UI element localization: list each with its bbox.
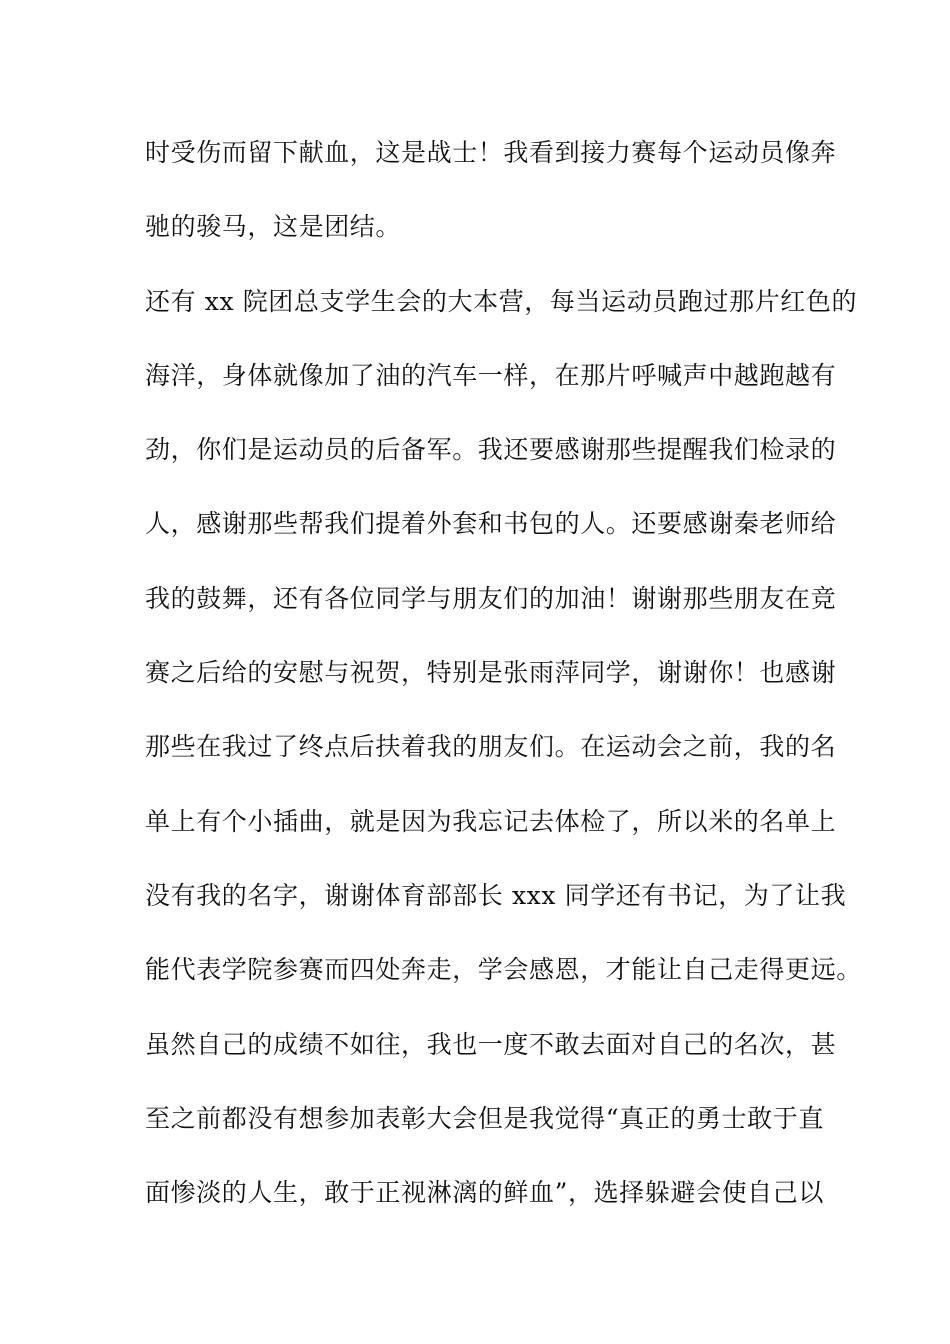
- text-line: 我的鼓舞，还有各位同学与朋友们的加油！谢谢那些朋友在竞: [145, 583, 837, 613]
- text-line: 那些在我过了终点后扶着我的朋友们。在运动会之前，我的名: [145, 732, 837, 762]
- text-line: 单上有个小插曲，就是因为我忘记去体检了，所以米的名单上: [145, 806, 837, 836]
- text-line: 人，感谢那些帮我们提着外套和书包的人。还要感谢秦老师给: [145, 509, 837, 539]
- text-line: 赛之后给的安慰与祝贺，特别是张雨萍同学，谢谢你！也感谢: [145, 658, 837, 688]
- text-line: 虽然自己的成绩不如往，我也一度不敢去面对自己的名次，甚: [145, 1029, 837, 1059]
- text-line: 能代表学院参赛而四处奔走，学会感恩，才能让自己走得更远。: [145, 955, 862, 985]
- text-line: 没有我的名字，谢谢体育部部长 xxx 同学还有书记，为了让我: [145, 880, 847, 910]
- text-line: 驰的骏马，这是团结。: [145, 212, 402, 242]
- text-line: 面惨淡的人生，敢于正视淋漓的鲜血”，选择躲避会使自己以: [145, 1178, 824, 1208]
- text-line: 海洋，身体就像加了油的汽车一样，在那片呼喊声中越跑越有: [145, 360, 837, 390]
- text-line: 劲，你们是运动员的后备军。我还要感谢那些提醒我们检录的: [145, 435, 837, 465]
- text-line: 时受伤而留下献血，这是战士！我看到接力赛每个运动员像奔: [145, 138, 837, 167]
- text-line: 至之前都没有想参加表彰大会但是我觉得“真正的勇士敢于直: [145, 1103, 824, 1133]
- text-line: 还有 xx 院团总支学生会的大本营，每当运动员跑过那片红色的: [145, 286, 858, 316]
- body-text: [145, 128, 950, 1242]
